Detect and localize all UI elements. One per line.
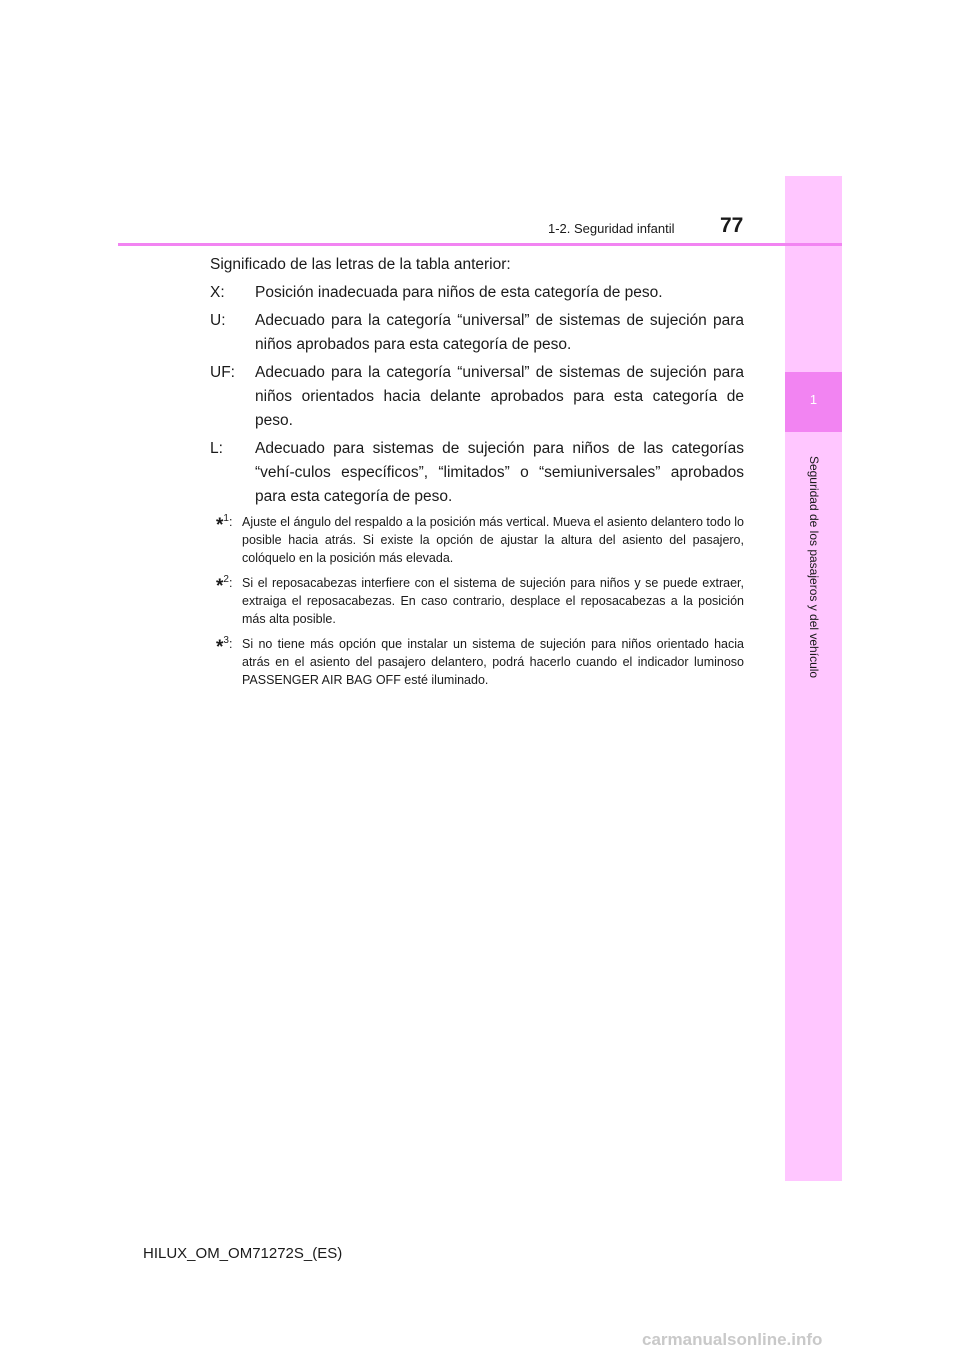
main-content bbox=[210, 253, 744, 696]
definition-key: UF: bbox=[210, 364, 235, 381]
chapter-title-text: Seguridad de los pasajeros y del vehículo bbox=[807, 455, 821, 679]
chapter-sidebar bbox=[785, 176, 842, 1181]
definition-key: U: bbox=[210, 312, 226, 329]
footnote-marker: *$^3$: bbox=[216, 635, 233, 658]
chapter-title bbox=[807, 455, 821, 679]
footnote-marker: *$^2$: bbox=[216, 574, 233, 597]
footnote-marker: *$^1$: bbox=[216, 513, 233, 536]
page-number: 77 bbox=[720, 214, 744, 237]
header-rule bbox=[118, 243, 842, 246]
footnote-text: Si no tiene más opción que instalar un sistema de sujeción para niños orientado hacia atrás en el asiento del pasajero delantero, podrá hacerlo cuando el indicador luminoso PASSENGER AIR BAG OFF esté iluminado. bbox=[242, 637, 744, 687]
definition-text: Posición inadecuada para niños de esta categoría de peso. bbox=[255, 284, 663, 301]
section-title: 1-2. Seguridad infantil bbox=[548, 221, 675, 236]
footnote bbox=[210, 574, 744, 628]
definition-text: Adecuado para sistemas de sujeción para niños de las categorías “vehí-culos específicos”, “limitados” o “semiuniversales” aprobados para esta categoría de peso. bbox=[255, 440, 744, 505]
footnote-text: Si el reposacabezas interfiere con el sistema de sujeción para niños y se puede extraer, extraiga el reposacabezas. En caso contrario, desplace el reposacabezas a la posición más alta posible. bbox=[242, 576, 744, 626]
chapter-number: 1 bbox=[809, 392, 818, 407]
document-code: HILUX_OM_OM71272S_(ES) bbox=[143, 1245, 343, 1262]
chapter-tab bbox=[785, 372, 842, 432]
footnote bbox=[210, 635, 744, 689]
definition-row bbox=[210, 309, 744, 357]
definition-text: Adecuado para la categoría “universal” de sistemas de sujeción para niños orientados hacia delante aprobados para esta categoría de peso. bbox=[255, 364, 744, 429]
definition-row bbox=[210, 361, 744, 433]
definition-row bbox=[210, 281, 744, 305]
footnote bbox=[210, 513, 744, 567]
intro-text: Significado de las letras de la tabla anterior: bbox=[210, 256, 511, 273]
definition-key: X: bbox=[210, 284, 225, 301]
watermark: carmanualsonline.info bbox=[642, 1330, 823, 1349]
definition-key: L: bbox=[210, 440, 223, 457]
footnotes bbox=[210, 513, 744, 689]
definition-text: Adecuado para la categoría “universal” de sistemas de sujeción para niños aprobados para esta categoría de peso. bbox=[255, 312, 744, 353]
definition-row bbox=[210, 437, 744, 509]
footnote-text: Ajuste el ángulo del respaldo a la posición más vertical. Mueva el asiento delantero todo lo posible hacia atrás. Si existe la opción de ajustar la altura del asiento del pasajero, colóquelo en la posición más elevada. bbox=[242, 515, 744, 565]
